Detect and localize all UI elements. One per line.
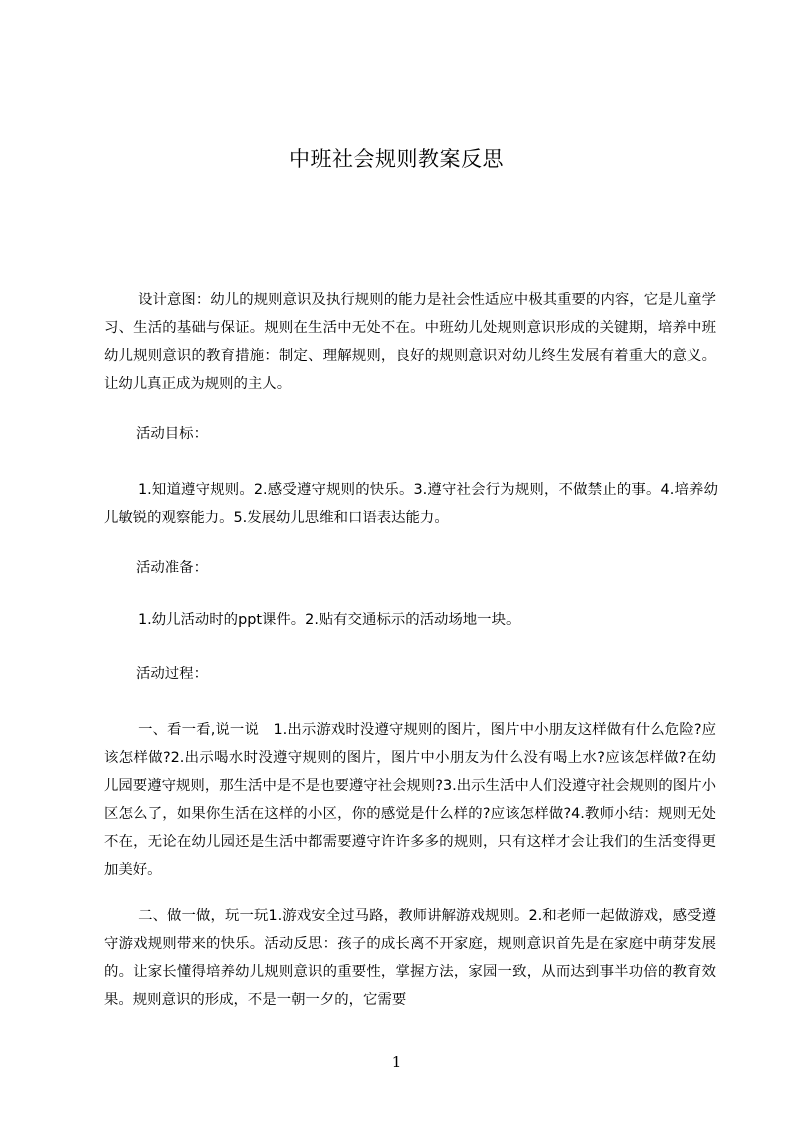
goals-heading: 活动目标： [136, 426, 208, 442]
page-number: 1 [391, 1053, 402, 1071]
page-title: 中班社会规则教案反思 [289, 147, 504, 171]
prep-paragraph [104, 606, 716, 634]
process-heading: 活动过程： [136, 666, 208, 682]
design-intent-text: 设计意图：幼儿的规则意识及执行规则的能力是社会性适应中极其重要的内容，它是儿童学习、生活的基础与保证。规则在生活中无处不在。中班幼儿处规则意识形成的关键期，培养中班幼儿规则意识的教育措施：制定、理解规则，良好的规则意识对幼儿终生发展有着重大的意义。让幼儿真正成为规则的主人。 [104, 292, 716, 392]
prep-text: 1.幼儿活动时的ppt课件。2.贴有交通标示的活动场地一块。 [138, 612, 521, 628]
prep-heading: 活动准备： [136, 560, 208, 576]
process-part2-text: 二、做一做，玩一玩1.游戏安全过马路，教师讲解游戏规则。2.和老师一起做游戏，感受遵守游戏规则带来的快乐。活动反思：孩子的成长离不开家庭，规则意识首先是在家庭中萌芽发展的。让家长懂得培养幼儿规则意识的重要性，掌握方法，家园一致，从而达到事半功倍的教育效果。规则意识的形成，不是一朝一夕的，它需要 [104, 908, 716, 1008]
process-part1-text: 一、看一看,说一说 1.出示游戏时没遵守规则的图片，图片中小朋友这样做有什么危险?应该怎样做?2.出示喝水时没遵守规则的图片，图片中小朋友为什么没有喝上水?应该怎样做?在幼儿园要遵守规则，那生活中是不是也要遵守社会规则?3.出示生活中人们没遵守社会规则的图片小区怎么了，如果你生活在这样的小区，你的感觉是什么样的?应该怎样做?4.教师小结：规则无处不在，无论在幼儿园还是生活中都需要遵守许许多多的规则，只有这样才会让我们的生活变得更加美好。 [104, 722, 716, 878]
design-intent-paragraph [104, 286, 716, 398]
process-part1-paragraph [104, 716, 716, 884]
goals-paragraph [104, 476, 718, 532]
process-part2-paragraph [104, 902, 716, 1014]
goals-text: 1.知道遵守规则。2.感受遵守规则的快乐。3.遵守社会行为规则，不做禁止的事。4.培养幼儿敏锐的观察能力。5.发展幼儿思维和口语表达能力。 [104, 482, 718, 526]
